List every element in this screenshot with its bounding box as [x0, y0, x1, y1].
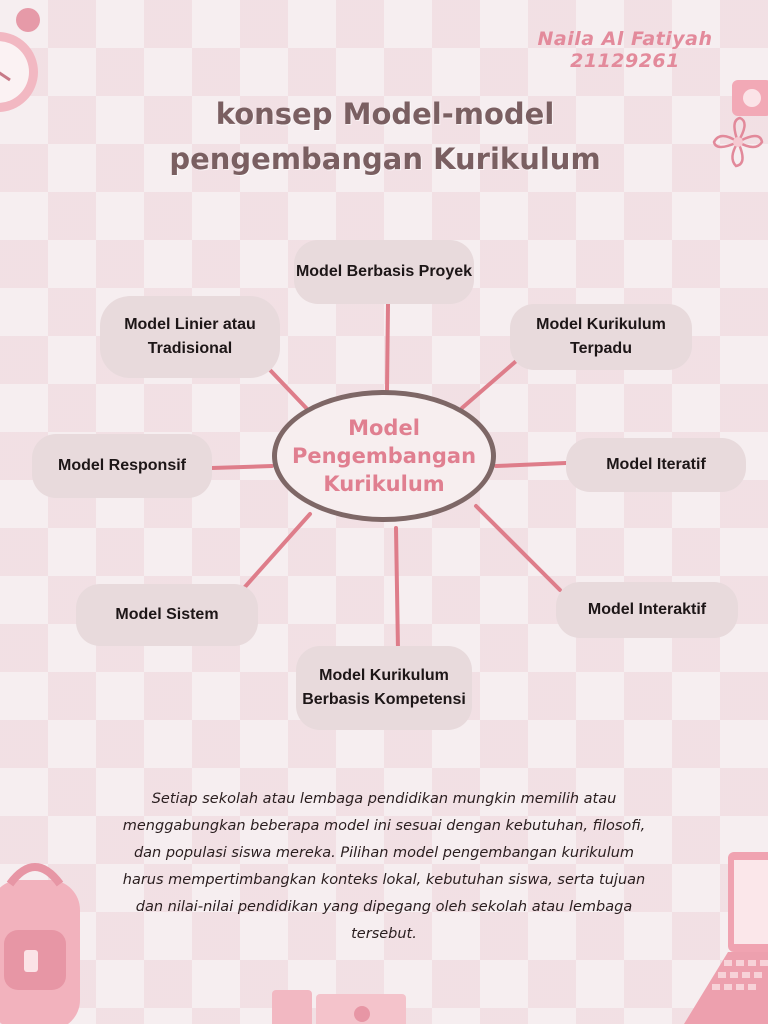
title-line-2: pengembangan Kurikulum — [169, 142, 601, 176]
connector-linier — [270, 370, 310, 412]
author-id: 21129261 — [570, 50, 680, 72]
node-model-responsif — [32, 434, 212, 498]
connector-kompetensi — [396, 528, 398, 650]
node-model-berbasis-proyek — [294, 240, 474, 304]
node-label: Model Iteratif — [606, 456, 706, 473]
node-label: Model Responsif — [57, 457, 186, 474]
title-line-1: konsep Model-model — [215, 97, 555, 131]
node-model-linier — [100, 296, 280, 378]
node-label: Model Linier atau Tradisional — [124, 316, 256, 357]
description-paragraph: Setiap sekolah atau lembaga pendidikan mungkin memilih atau menggabungkan beberapa model ini sesuai dengan kebutuhan, filosofi, dan populasi siswa mereka. Pilihan model pengembangan kurikulum harus mempertimbangkan konteks lokal, kebutuhan siswa, serta tujuan dan nilai-nilai pendidikan yang dipegang oleh sekolah atau lembaga tersebut. — [122, 791, 646, 942]
author-name: Naila Al Fatiyah — [537, 28, 713, 50]
node-label: Model Berbasis Proyek — [295, 263, 473, 280]
node-model-berbasis-kompetensi — [296, 646, 472, 730]
node-label: Model Sistem — [115, 606, 219, 623]
connector-iteratif — [496, 463, 566, 466]
connector-proyek — [387, 304, 388, 390]
connector-interaktif — [476, 506, 560, 590]
node-model-interaktif — [556, 582, 738, 638]
node-label: Model Kurikulum Berbasis Kompetensi — [302, 667, 466, 708]
connector-responsif — [212, 466, 272, 468]
central-topic-label: Model Pengembangan Kurikulum — [291, 416, 477, 496]
node-label: Model Interaktif — [587, 601, 707, 618]
connector-terpadu — [462, 356, 522, 408]
node-label: Model Kurikulum Terpadu — [536, 316, 666, 357]
node-model-iteratif — [566, 438, 746, 492]
node-model-sistem — [76, 584, 258, 646]
connector-sistem — [244, 514, 310, 588]
central-topic — [272, 390, 496, 522]
node-model-kurikulum-terpadu — [510, 304, 692, 370]
